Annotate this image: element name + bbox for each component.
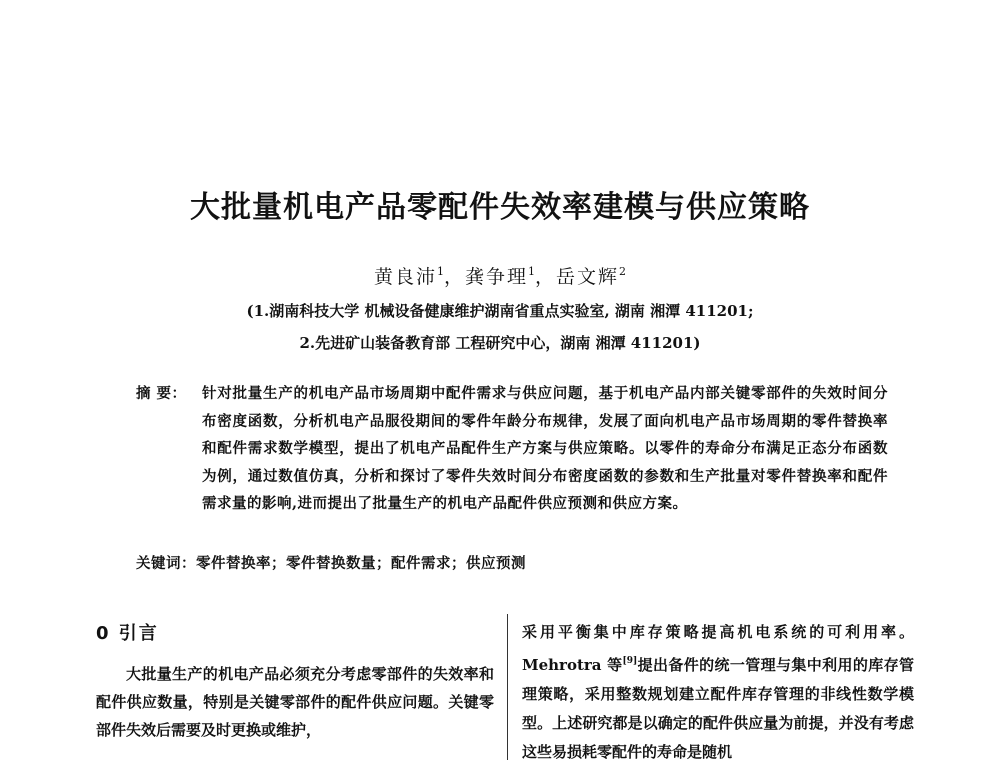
section-paragraph: 大批量生产的机电产品必须充分考虑零部件的失效率和配件供应数量，特别是关键零部件的配件供应问题。关键零部件失效后需要及时更换或维护， — [96, 665, 494, 739]
affiliation-line: (1.湖南科技大学 机械设备健康维护湖南省重点实验室, 湖南 湘潭 411201; — [246, 302, 754, 320]
affiliation-line: 2.先进矿山装备教育部 工程研究中心，湖南 湘潭 411201) — [299, 334, 701, 352]
paper-title: 大批量机电产品零配件失效率建模与供应策略 — [190, 190, 810, 225]
author-name: 龚争理 — [464, 266, 528, 288]
citation-ref: [9] — [622, 656, 638, 666]
left-column — [96, 620, 494, 744]
author-list — [0, 262, 1000, 289]
abstract-text: 针对批量生产的机电产品市场周期中配件需求与供应问题，基于机电产品内部关键零部件的失效时间分布密度函数，分析机电产品服役期间的零件年龄分布规律，发展了面向机电产品市场周期的零件替换率和配件需求数学模型，提出了机电产品配件生产方案与供应策略。以零件的寿命分布满足正态分布函数为例，通过数值仿真，分析和探讨了零件失效时间分布密度函数的参数和生产批量对零件替换率和配件需求量的影响,进而提出了批量生产的机电产品配件供应预测和供应方案。 — [202, 385, 888, 512]
keywords — [136, 552, 896, 573]
right-column — [522, 618, 914, 767]
author-affiliation-mark: 1 — [528, 265, 535, 278]
section-heading: 0 引言 — [96, 623, 159, 644]
author-name: 黄良沛 — [373, 266, 437, 288]
abstract-label: 摘 要： — [136, 385, 187, 402]
right-text-part: 提出备件的统一管理与集中利用的库存管理策略，采用整数规划建立配件库存管理的非线性数学模型。上述研究都是以确定的配件供应量为前提，并没有考虑这些易损耗零配件的寿命是随机 — [522, 656, 914, 761]
abstract — [136, 380, 888, 518]
right-column-paragraph — [522, 618, 914, 767]
author-separator: ， — [443, 266, 465, 288]
right-text-part: 采用平衡集中库存策略提高机电系统的可利用率。Mehrotra 等 — [522, 623, 914, 674]
keywords-text: 零件替换率；零件替换数量；配件需求；供应预测 — [196, 555, 526, 572]
author-affiliation-mark: 2 — [619, 265, 627, 278]
column-divider — [507, 614, 508, 760]
author-separator: ， — [535, 266, 557, 288]
keywords-label: 关键词： — [136, 555, 196, 572]
author-affiliation-mark: 1 — [436, 265, 444, 278]
author-name: 岳文辉 — [556, 266, 620, 288]
